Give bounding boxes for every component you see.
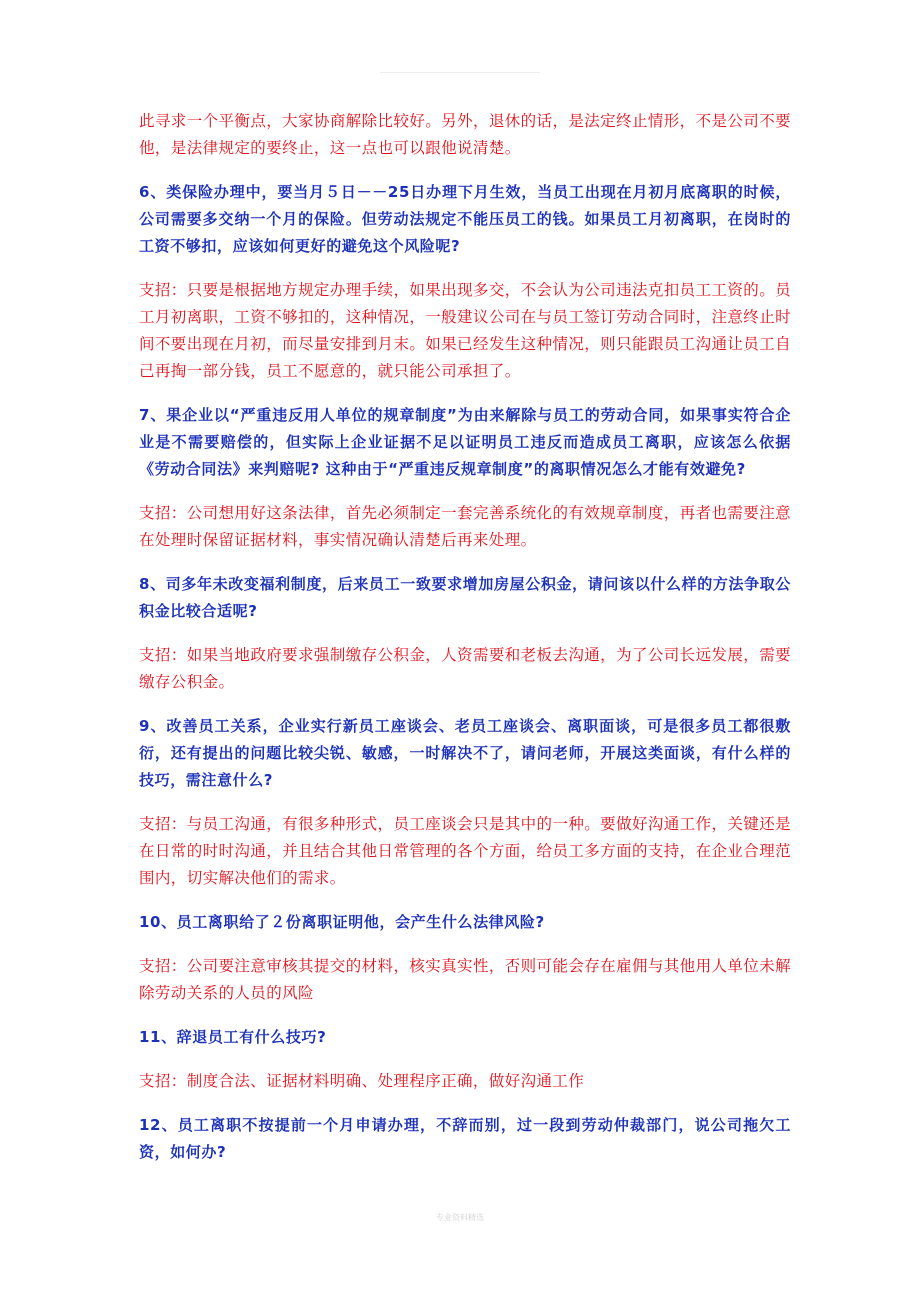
question-paragraph: 8、司多年未改变福利制度，后来员工一致要求增加房屋公积金，请问该以什么样的方法争取公积金比较合适呢?: [139, 575, 791, 620]
question-paragraph: 10、员工离职给了２份离职证明他，会产生什么法律风险?: [139, 913, 545, 931]
question-paragraph: 6、类保险办理中，要当月５日－－25日办理下月生效，当员工出现在月初月底离职的时候，公司需要多交纳一个月的保险。但劳动法规定不能压员工的钱。如果员工月初离职，在岗时的工资不够扣，应该如何更好的避免这个风险呢?: [139, 183, 791, 255]
answer-paragraph: 支招：公司想用好这条法律，首先必须制定一套完善系统化的有效规章制度，再者也需要注意在处理时保留证据材料，事实情况确认清楚后再来处理。: [139, 504, 791, 549]
page-footer: 专业资料精选: [436, 1213, 484, 1222]
header-divider: [380, 72, 540, 73]
document-body: [139, 108, 791, 1166]
question-paragraph: 12、员工离职不按提前一个月申请办理，不辞而别，过一段到劳动仲裁部门，说公司拖欠工资，如何办?: [139, 1116, 791, 1161]
question-paragraph: 9、改善员工关系，企业实行新员工座谈会、老员工座谈会、离职面谈，可是很多员工都很敷衍，还有提出的问题比较尖锐、敏感，一时解决不了，请问老师，开展这类面谈，有什么样的技巧，需注意什么?: [139, 717, 791, 789]
question-paragraph: 7、果企业以“严重违反用人单位的规章制度”为由来解除与员工的劳动合同，如果事实符合企业是不需要赔偿的，但实际上企业证据不足以证明员工违反而造成员工离职，应该怎么依据《劳动合同法》来判赔呢? 这种由于“严重违反规章制度”的离职情况怎么才能有效避免?: [139, 406, 791, 478]
answer-paragraph: 支招：公司要注意审核其提交的材料，核实真实性，否则可能会存在雇佣与其他用人单位未解除劳动关系的人员的风险: [139, 957, 791, 1002]
answer-paragraph: 支招：如果当地政府要求强制缴存公积金，人资需要和老板去沟通，为了公司长远发展，需要缴存公积金。: [139, 646, 791, 691]
answer-paragraph: 支招：只要是根据地方规定办理手续，如果出现多交，不会认为公司违法克扣员工工资的。员工月初离职，工资不够扣的，这种情况，一般建议公司在与员工签订劳动合同时，注意终止时间不要出现在月初，而尽量安排到月末。如果已经发生这种情况，则只能跟员工沟通让员工自己再掏一部分钱，员工不愿意的，就只能公司承担了。: [139, 281, 791, 380]
answer-paragraph: 支招：制度合法、证据材料明确、处理程序正确，做好沟通工作: [139, 1072, 585, 1090]
answer-paragraph: 支招：与员工沟通，有很多种形式，员工座谈会只是其中的一种。要做好沟通工作，关键还是在日常的时时沟通，并且结合其他日常管理的各个方面，给员工多方面的支持，在企业合理范围内，切实解决他们的需求。: [139, 815, 791, 887]
answer-paragraph: 此寻求一个平衡点，大家协商解除比较好。另外，退休的话，是法定终止情形，不是公司不要他，是法律规定的要终止，这一点也可以跟他说清楚。: [139, 112, 791, 157]
question-paragraph: 11、辞退员工有什么技巧?: [139, 1028, 327, 1046]
